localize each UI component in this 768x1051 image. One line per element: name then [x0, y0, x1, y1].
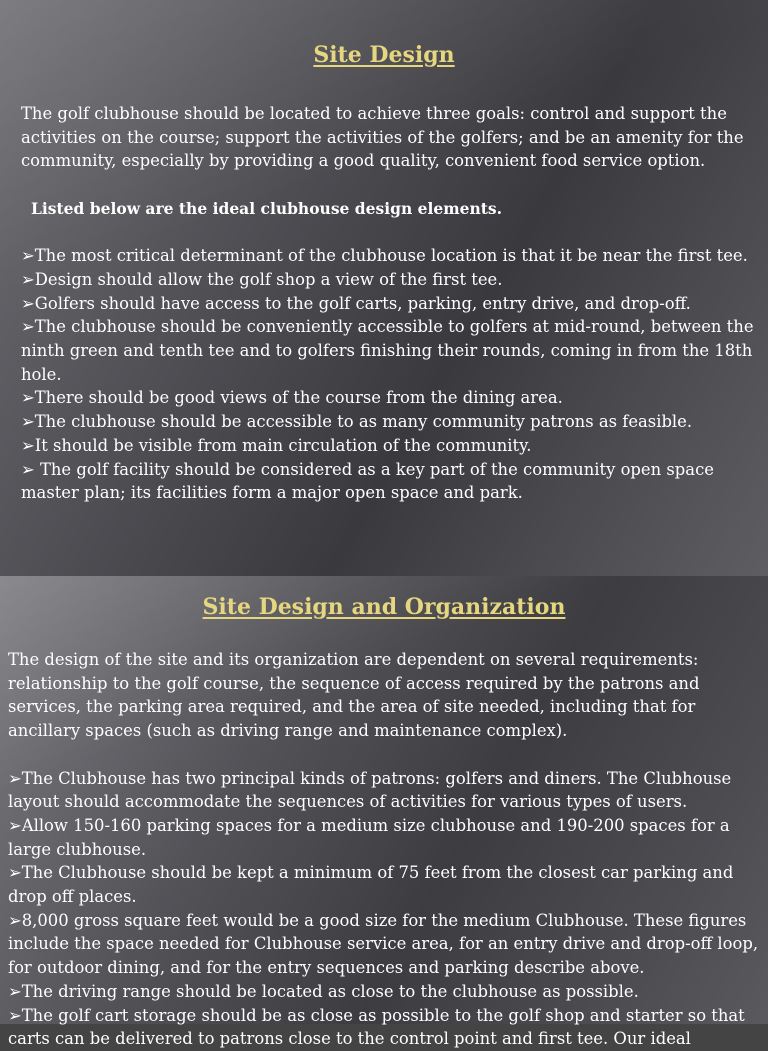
bullet-item: ➢ The Clubhouse has two principal kinds of patrons: golfers and diners. The Clubhouse layout should accommodate the sequences of activities for various types of users. [8, 767, 760, 814]
subheading: Listed below are the ideal clubhouse design elements. [31, 198, 503, 218]
bullet-item: ➢ There should be good views of the course from the dining area. [21, 386, 761, 410]
bullet-item: ➢ The driving range should be located as close to the clubhouse as possible. [8, 980, 760, 1004]
bullet-item: ➢ The most critical determinant of the clubhouse location is that it be near the first tee. [21, 244, 761, 268]
bullet-item: ➢ The Clubhouse should be kept a minimum of 75 feet from the closest car parking and drop off places. [8, 861, 760, 908]
slide-site-design-organization [0, 576, 768, 1049]
slide-title: Site Design [313, 42, 455, 68]
bullet-item: ➢ 8,000 gross square feet would be a good size for the medium Clubhouse. These figures include the space needed for Clubhouse service area, for an entry drive and drop-off loop, for outdoor dining, and for the entry sequences and parking describe above. [8, 909, 760, 980]
bullet-item: ➢ Allow 150-160 parking spaces for a medium size clubhouse and 190-200 spaces for a large clubhouse. [8, 814, 760, 861]
bullet-item: ➢ Golfers should have access to the golf carts, parking, entry drive, and drop-off. [21, 292, 761, 316]
bullet-item: ➢ The golf cart storage should be as close as possible to the golf shop and starter so that carts can be delivered to patrons close to the control point and first tee. Our ideal [8, 1004, 760, 1051]
slide-body [8, 648, 760, 1051]
slide-title: Site Design and Organization [202, 594, 566, 620]
slide-body [21, 102, 761, 505]
bullet-item: ➢ It should be visible from main circulation of the community. [21, 434, 761, 458]
bullet-item: ➢ Design should allow the golf shop a view of the first tee. [21, 268, 761, 292]
intro-paragraph: The design of the site and its organization are dependent on several requirements: relationship to the golf course, the sequence of access required by the patrons and services, the parking area required, and the area of site needed, including that for ancillary spaces (such as driving range and maintenance complex). [8, 650, 700, 741]
bullet-item: ➢ The golf facility should be considered as a key part of the community open space master plan; its facilities form a major open space and park. [21, 458, 761, 505]
bullet-item: ➢ The clubhouse should be accessible to as many community patrons as feasible. [21, 410, 761, 434]
bullet-item: ➢ The clubhouse should be conveniently accessible to golfers at mid-round, between the ninth green and tenth tee and to golfers finishing their rounds, coming in from the 18th hole. [21, 315, 761, 386]
intro-paragraph: The golf clubhouse should be located to achieve three goals: control and support the activities on the course; support the activities of the golfers; and be an amenity for the community, especially by providing a good quality, convenient food service option. [21, 104, 744, 171]
